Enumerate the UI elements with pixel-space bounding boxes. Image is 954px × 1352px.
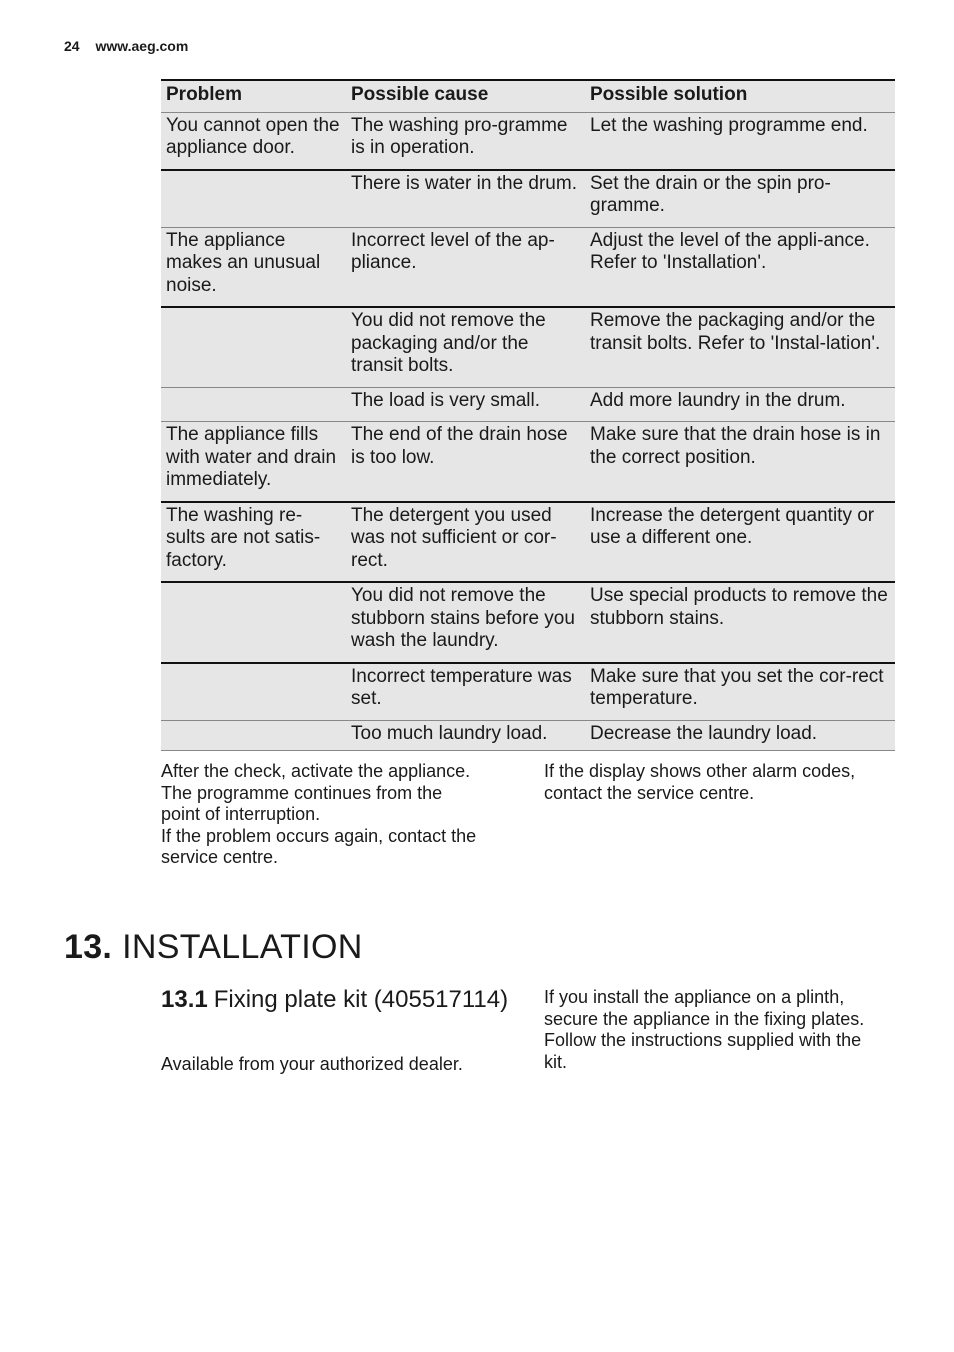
table-row [161, 112, 895, 170]
cause-cell: Incorrect level of the ap-pliance. [346, 227, 585, 307]
problem-cell [161, 170, 346, 228]
table-row [161, 387, 895, 422]
note-line: If you install the appliance on a plinth, [544, 987, 845, 1007]
column-header-problem: Problem [161, 80, 346, 112]
table-row [161, 422, 895, 502]
table-row [161, 227, 895, 307]
solution-cell: Set the drain or the spin pro-gramme. [585, 170, 895, 228]
table-row [161, 307, 895, 387]
chapter-heading [64, 928, 363, 967]
solution-cell: Decrease the laundry load. [585, 720, 895, 751]
cause-cell: The load is very small. [346, 387, 585, 422]
table-row [161, 170, 895, 228]
page-number: 24 [64, 38, 80, 54]
cause-cell: Too much laundry load. [346, 720, 585, 751]
cause-cell: You did not remove the packaging and/or the transit bolts. [346, 307, 585, 387]
solution-cell: Use special products to remove the stubborn stains. [585, 582, 895, 663]
cause-cell: The end of the drain hose is too low. [346, 422, 585, 502]
note-line: If the problem occurs again, contact the [161, 825, 477, 846]
table-row [161, 582, 895, 663]
problem-cell: The washing re-sults are not satis-factory. [161, 502, 346, 583]
after-check-note [161, 761, 521, 869]
section-title: Fixing plate kit (405517114) [213, 986, 509, 1013]
column-header-cause: Possible cause [346, 80, 585, 112]
section-heading [161, 986, 521, 1014]
solution-cell: Increase the detergent quantity or use a different one. [585, 502, 895, 583]
troubleshooting-table [161, 79, 895, 751]
note-line: After the check, activate the appliance. [161, 761, 471, 781]
chapter-title: INSTALLATION [122, 928, 363, 966]
note-line: Follow the instructions supplied with the [544, 1030, 862, 1050]
note-line: point of interruption. [161, 804, 321, 824]
note-line: service centre. [161, 847, 279, 867]
column-header-solution: Possible solution [585, 80, 895, 112]
solution-cell: Make sure that the drain hose is in the correct position. [585, 422, 895, 502]
cause-cell: The detergent you used was not sufficient or cor-rect. [346, 502, 585, 583]
solution-cell: Make sure that you set the cor-rect temperature. [585, 663, 895, 721]
problem-cell [161, 720, 346, 751]
cause-cell: The washing pro-gramme is in operation. [346, 112, 585, 170]
plinth-install-note [544, 987, 894, 1073]
cause-cell: Incorrect temperature was set. [346, 663, 585, 721]
alarm-codes-note [544, 761, 894, 804]
cause-cell: There is water in the drum. [346, 170, 585, 228]
page-header [64, 38, 188, 54]
availability-text: Available from your authorized dealer. [161, 1054, 463, 1074]
problem-cell: The appliance fills with water and drain immediately. [161, 422, 346, 502]
table-row [161, 720, 895, 751]
problem-cell: You cannot open the appliance door. [161, 112, 346, 170]
problem-cell: The appliance makes an unusual noise. [161, 227, 346, 307]
note-line: The programme continues from the [161, 782, 443, 803]
solution-cell: Let the washing programme end. [585, 112, 895, 170]
note-line: contact the service centre. [544, 782, 755, 803]
chapter-number: 13. [64, 928, 113, 966]
problem-cell [161, 663, 346, 721]
table-row [161, 663, 895, 721]
note-line: secure the appliance in the fixing plates. [544, 1008, 865, 1029]
solution-cell: Add more laundry in the drum. [585, 387, 895, 422]
solution-cell: Adjust the level of the appli-ance. Refer to 'Installation'. [585, 227, 895, 307]
problem-cell [161, 307, 346, 387]
note-line: If the display shows other alarm codes, [544, 761, 856, 781]
website-link[interactable]: www.aeg.com [95, 38, 189, 54]
note-line: kit. [544, 1051, 568, 1072]
solution-cell: Remove the packaging and/or the transit bolts. Refer to 'Instal-lation'. [585, 307, 895, 387]
table-header-row [161, 80, 895, 112]
table-row [161, 502, 895, 583]
problem-cell [161, 387, 346, 422]
section-number: 13.1 [161, 986, 208, 1013]
cause-cell: You did not remove the stubborn stains before you wash the laundry. [346, 582, 585, 663]
problem-cell [161, 582, 346, 663]
